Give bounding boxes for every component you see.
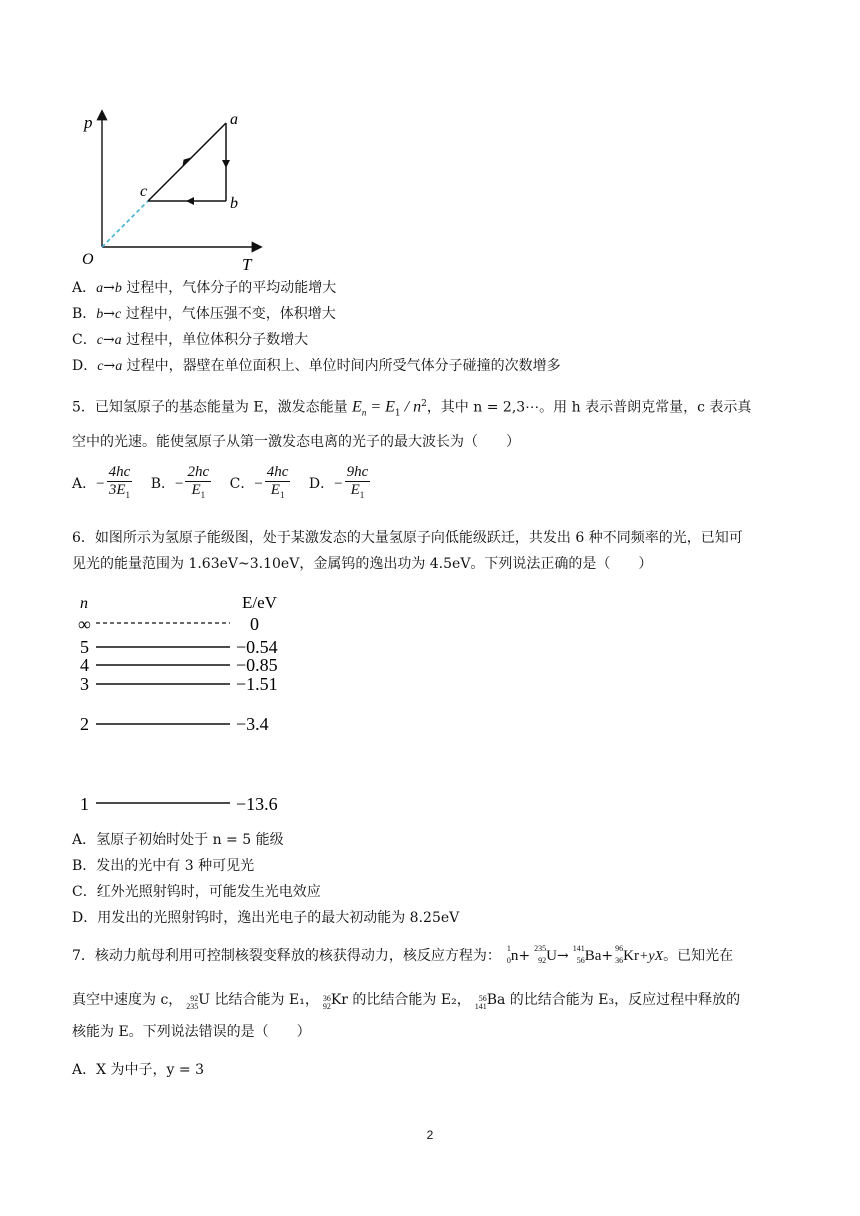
q6-option-c: C．红外光照射钨时，可能发生光电效应 — [72, 884, 321, 900]
level-4-n: 4 — [80, 655, 89, 675]
diagram-n-header: n — [80, 595, 88, 612]
level-inf-e: 0 — [250, 614, 259, 634]
level-1-e: −13.6 — [236, 794, 278, 814]
q6-line1: 6．如图所示为氢原子能级图，处于某激发态的大量氢原子向低能级跃迁，共发出 6 种不同频率的光，已知可 — [72, 530, 743, 546]
nuclide-u235: 235 92 U — [534, 944, 557, 965]
q6-option-a: A．氢原子初始时处于 n = 5 能级 — [72, 832, 284, 848]
pt-graph — [80, 102, 280, 274]
level-4-e: −0.85 — [236, 655, 278, 675]
q6-option-b: B．发出的光中有 3 种可见光 — [72, 858, 255, 874]
q7-line3: 核能为 E。下列说法错误的是（ ） — [72, 1024, 311, 1040]
nuclide-kr96: 96 36 Kr — [615, 944, 639, 965]
t-axis-label: T — [242, 255, 252, 274]
energy-level-diagram — [72, 590, 312, 820]
point-c-label: c — [140, 183, 148, 200]
level-inf-n: ∞ — [78, 614, 91, 634]
page-number: 2 — [426, 1128, 434, 1142]
level-3-e: −1.51 — [236, 674, 278, 694]
nuclide-ba141: 141 56 Ba — [572, 944, 602, 965]
level-1-n: 1 — [80, 794, 89, 814]
q6-line2: 见光的能量范围为 1.63eV~3.10eV，金属钨的逸出功为 4.5eV。下列说法正确的是（ ） — [72, 556, 653, 572]
q5-option-c: C．− $\frac{4hc}{E_1}$ — [229, 464, 289, 500]
q4-option-d: D．c→a 过程中，器壁在单位面积上、单位时间内所受气体分子碰撞的次数增多 — [72, 358, 561, 374]
nuclide-n: 1 0 n — [506, 944, 519, 965]
level-2-n: 2 — [80, 714, 89, 734]
q5-line2: 空中的光速。能使氢原子从第一激发态电离的光子的最大波长为（ ） — [72, 434, 520, 450]
q7-line1: 7．核动力航母利用可控制核裂变释放的核获得动力，核反应方程为： 1 0 n+ 235 92 U→ 141 56 Ba+ 96 36 Kr+yX。已知光在 — [72, 944, 734, 965]
q4-option-c: C．c→a 过程中，单位体积分子数增大 — [72, 332, 309, 348]
q5-options — [72, 464, 384, 504]
level-2-e: −3.4 — [236, 714, 269, 734]
q5-option-d: D．− $\frac{9hc}{E_1}$ — [308, 464, 369, 500]
q5-line1: 5．已知氢原子的基态能量为 E，激发态能量 $E_n = E_1 / n^2$，其中 n = 2,3⋯。用 h 表示普朗克常量，c 表示真 — [72, 398, 752, 419]
p-axis-label: p — [84, 113, 93, 132]
arrow-c-a — [183, 158, 191, 166]
level-5-e: −0.54 — [236, 637, 278, 657]
arrow-a-b — [222, 160, 230, 168]
q5-option-a: A．− $\frac{4hc}{3E_1}$ — [72, 464, 131, 500]
q4-option-a: A．a→b 过程中，气体分子的平均动能增大 — [72, 280, 337, 296]
q7-line2: 真空中速度为 c， 235 92 U 比结合能为 E₁， 92 36 Kr 的比结合能为 E₂， 141 56 Ba 的比结合能为 E₃，反应过程中释放的 — [72, 992, 741, 1011]
q5-option-b: B．− $\frac{2hc}{E_1}$ — [150, 464, 210, 500]
q7-option-a: A．X 为中子，y = 3 — [72, 1062, 204, 1078]
diagram-e-header: E/eV — [242, 593, 277, 612]
dashed-extension — [102, 201, 148, 247]
level-5-n: 5 — [80, 637, 89, 657]
point-b-label: b — [230, 195, 238, 212]
q6-option-d: D．用发出的光照射钨时，逸出光电子的最大初动能为 8.25eV — [72, 910, 460, 926]
arrow-b-c — [186, 197, 194, 205]
q4-option-b: B．b→c 过程中，气体压强不变，体积增大 — [72, 306, 336, 322]
point-a-label: a — [230, 111, 238, 128]
origin-label: O — [82, 251, 94, 268]
level-3-n: 3 — [80, 674, 89, 694]
